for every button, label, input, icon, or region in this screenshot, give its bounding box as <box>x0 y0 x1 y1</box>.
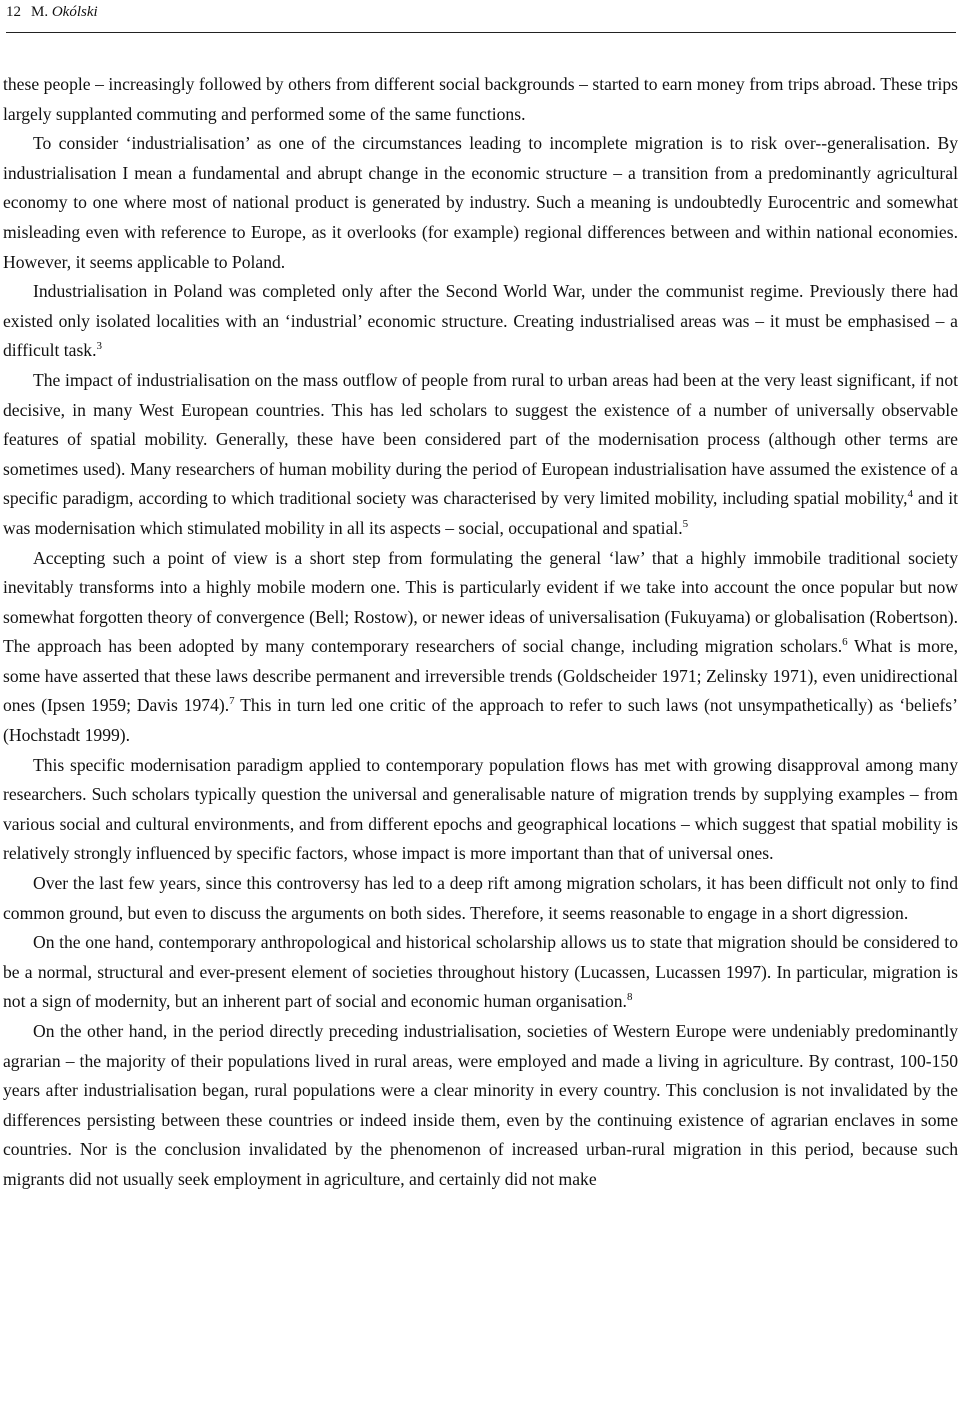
footnote-ref-7[interactable]: 7 <box>229 695 235 708</box>
paragraph-5: Accepting such a point of view is a short step from formulating the general ‘law’ that a highly immobile traditional society inevitably transforms into a highly mobile modern one. This is particularly evident if we take into account the once popular but now somewhat forgotten theory of convergence (Bell; Rostow), or newer ideas of universalisation (Fukuyama) or globalisation (Robertson). The approach has been adopted by many contemporary researchers of social change, including migration scholars.$^6$ What is more, some have asserted that these laws describe permanent and irreversible trends (Goldscheider 1971; Zelinsky 1971), even unidirectional ones (Ipsen 1959; Davis 1974).$^7$ This in turn led one critic of the approach to refer to such laws (not unsympathetically) as ‘beliefs’ (Hochstadt 1999). <box>3 547 958 746</box>
paragraph-2: To consider ‘industrialisation’ as one of the circumstances leading to incomplete migration is to risk over--generalisation. By industrialisation I mean a fundamental and abrupt change in the economic structure – a transition from a predominantly agricultural economy to one where most of national product is generated by industry. Such a meaning is undoubtedly Eurocentric and somewhat misleading even with reference to Europe, as it overlooks (for example) regional differences between and within national economies. However, it seems applicable to Poland. <box>3 133 958 272</box>
page-number: 12 <box>6 4 21 20</box>
footnote-ref-3[interactable]: 3 <box>96 340 102 353</box>
paragraph-9: On the other hand, in the period directly preceding industrialisation, societies of Western Europe were undeniably predominantly agrarian – the majority of their populations lived in rural areas, were employed and made a living in agriculture. By contrast, 100-150 years after industrialisation began, rural populations were a clear minority in every country. This conclusion is not invalidated by the differences persisting between these countries or indeed inside them, even by the continuing existence of agrarian enclaves in some countries. Nor is the conclusion invalidated by the phenomenon of increased urban-rural migration in this period, because such migrants did not usually seek employment in agriculture, and certainly did not make <box>3 1021 958 1189</box>
author-surname: Okólski <box>51 4 98 20</box>
footnote-ref-6[interactable]: 6 <box>842 636 848 649</box>
body-text <box>3 70 958 1195</box>
paragraph-1: these people – increasingly followed by others from different social backgrounds – started to earn money from trips abroad. These trips largely supplanted commuting and performed some of the same functions. <box>3 74 958 124</box>
author-initial: M. <box>31 4 49 20</box>
paragraph-4: The impact of industrialisation on the mass outflow of people from rural to urban areas had been at the very least significant, if not decisive, in many West European countries. This has led scholars to suggest the existence of a number of universally observable features of spatial mobility. Generally, these have been considered part of the modernisation process (although other terms are sometimes used). Many researchers of human mobility during the period of European industrialisation have assumed the existence of a specific paradigm, according to which traditional society was characterised by very limited mobility, including spatial mobility,$^4$ and it was modernisation which stimulated mobility in all its aspects – social, occupational and spatial.$^5$ <box>3 369 958 538</box>
footnote-ref-5[interactable]: 5 <box>682 518 689 531</box>
running-header <box>6 2 956 33</box>
footnote-ref-8[interactable]: 8 <box>626 991 633 1004</box>
paragraph-3: Industrialisation in Poland was completed only after the Second World War, under the communist regime. Previously there had existed only isolated localities with an ‘industrial’ economic structure. Creating industrialised areas was – it must be emphasised – a difficult task.$^3$ <box>3 281 958 361</box>
paragraph-7: Over the last few years, since this controversy has led to a deep rift among migration scholars, it has been difficult not only to find common ground, but even to discuss the arguments on both sides. Therefore, it seems reasonable to engage in a short digression. <box>3 873 958 923</box>
paragraph-6: This specific modernisation paradigm applied to contemporary population flows has met with growing disapproval among many researchers. Such scholars typically question the universal and generalisable nature of migration trends by supplying examples – from various social and cultural environments, and from different epochs and geographical locations – which suggest that spatial mobility is relatively strongly influenced by specific factors, whose impact is more important than that of universal ones. <box>3 754 958 864</box>
footnote-ref-4[interactable]: 4 <box>907 488 913 501</box>
paragraph-8: On the one hand, contemporary anthropological and historical scholarship allows us to state that migration should be considered to be a normal, structural and ever-present element of societies throughout history (Lucassen, Lucassen 1997). In particular, migration is not a sign of modernity, but an inherent part of social and economic human organisation.$^8$ <box>3 932 958 1012</box>
